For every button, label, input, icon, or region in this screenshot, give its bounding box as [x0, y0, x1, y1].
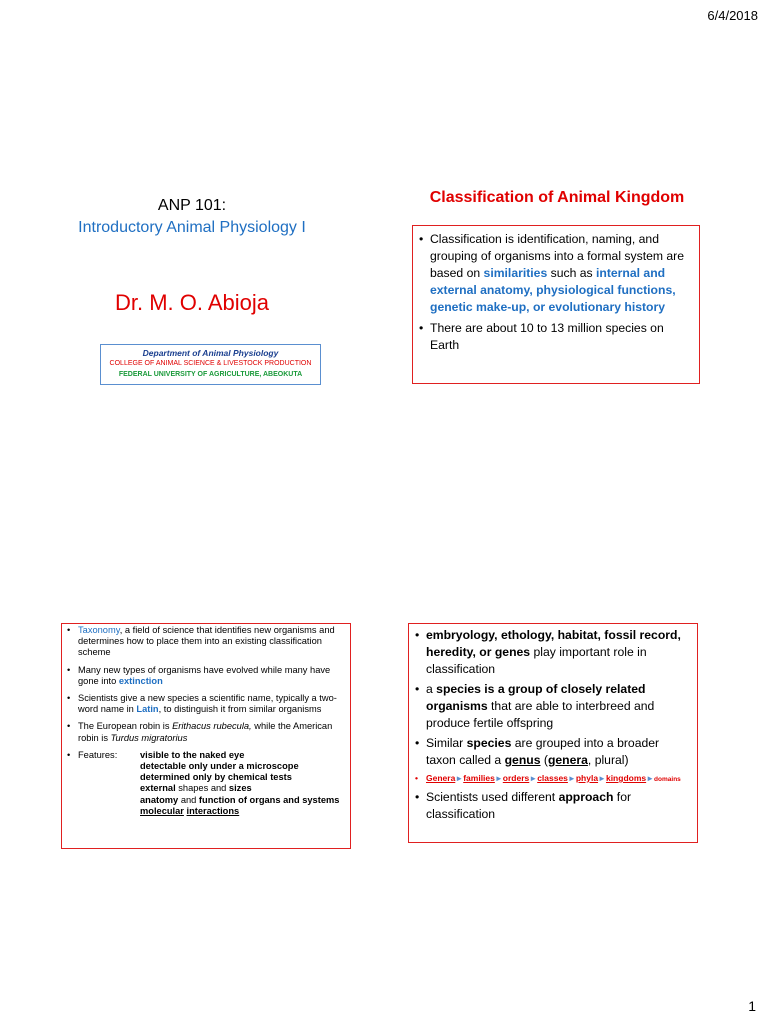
course-title: Introductory Animal Physiology I [78, 219, 306, 236]
bullet-features: • Features: visible to the naked eye detectable only under a microscope determined only by chemical tests external shapes and sizes anatomy and function of organs and systems molecular interactions [67, 750, 345, 817]
bullet-genus: • Similar species are grouped into a broader taxon called a genus (genera, plural) [415, 735, 691, 769]
arrow-right-icon: ► [567, 774, 576, 783]
department-name: Department of Animal Physiology [142, 348, 279, 358]
species-box [408, 623, 698, 843]
university-name: FEDERAL UNIVERSITY OF AGRICULTURE, ABEOKUTA [118, 371, 303, 378]
course-code: ANP 101: [157, 197, 227, 214]
college-name: COLLEGE OF ANIMAL SCIENCE & LIVESTOCK PRODUCTION [109, 360, 312, 367]
department-box [100, 344, 321, 385]
page-date: 6/4/2018 [707, 8, 758, 23]
bullet-scientific-name: • Scientists give a new species a scientific name, typically a two-word name in Latin, to distinguish it from similar organisms [67, 693, 345, 715]
bullet-species-definition: • a species is a group of closely related organisms that are able to interbreed and produce fertile offspring [415, 681, 691, 732]
slide-heading: Classification of Animal Kingdom [429, 189, 685, 206]
bullet-robin: • The European robin is Erithacus rubecula, while the American robin is Turdus migratorius [67, 721, 345, 743]
page-number: 1 [748, 998, 756, 1014]
bullet-hierarchy: • Genera►families►orders►classes►phyla►kingdoms►domains [415, 772, 691, 786]
arrow-right-icon: ► [494, 774, 503, 783]
arrow-right-icon: ► [455, 774, 464, 783]
bullet-approach: • Scientists used different approach for classification [415, 789, 691, 823]
bullet-factors: • embryology, ethology, habitat, fossil record, heredity, or genes play important role in classification [415, 627, 691, 678]
arrow-right-icon: ► [529, 774, 538, 783]
taxonomy-box [61, 623, 351, 849]
bullet-taxonomy: • Taxonomy, a field of science that identifies new organisms and determines how to place them into an existing classification scheme [67, 625, 345, 659]
bullet-species-count: • There are about 10 to 13 million species on Earth [419, 320, 693, 354]
arrow-right-icon: ► [646, 774, 655, 783]
bullet-extinction: • Many new types of organisms have evolved while many have gone into extinction [67, 665, 345, 687]
classification-box [412, 225, 700, 384]
arrow-right-icon: ► [598, 774, 606, 783]
bullet-classification: • Classification is identification, naming, and grouping of organisms into a formal system are based on similarities such as internal and external anatomy, physiological functions, genetic make-up, or evolutionary history [419, 231, 693, 316]
author-name: Dr. M. O. Abioja [114, 290, 270, 315]
